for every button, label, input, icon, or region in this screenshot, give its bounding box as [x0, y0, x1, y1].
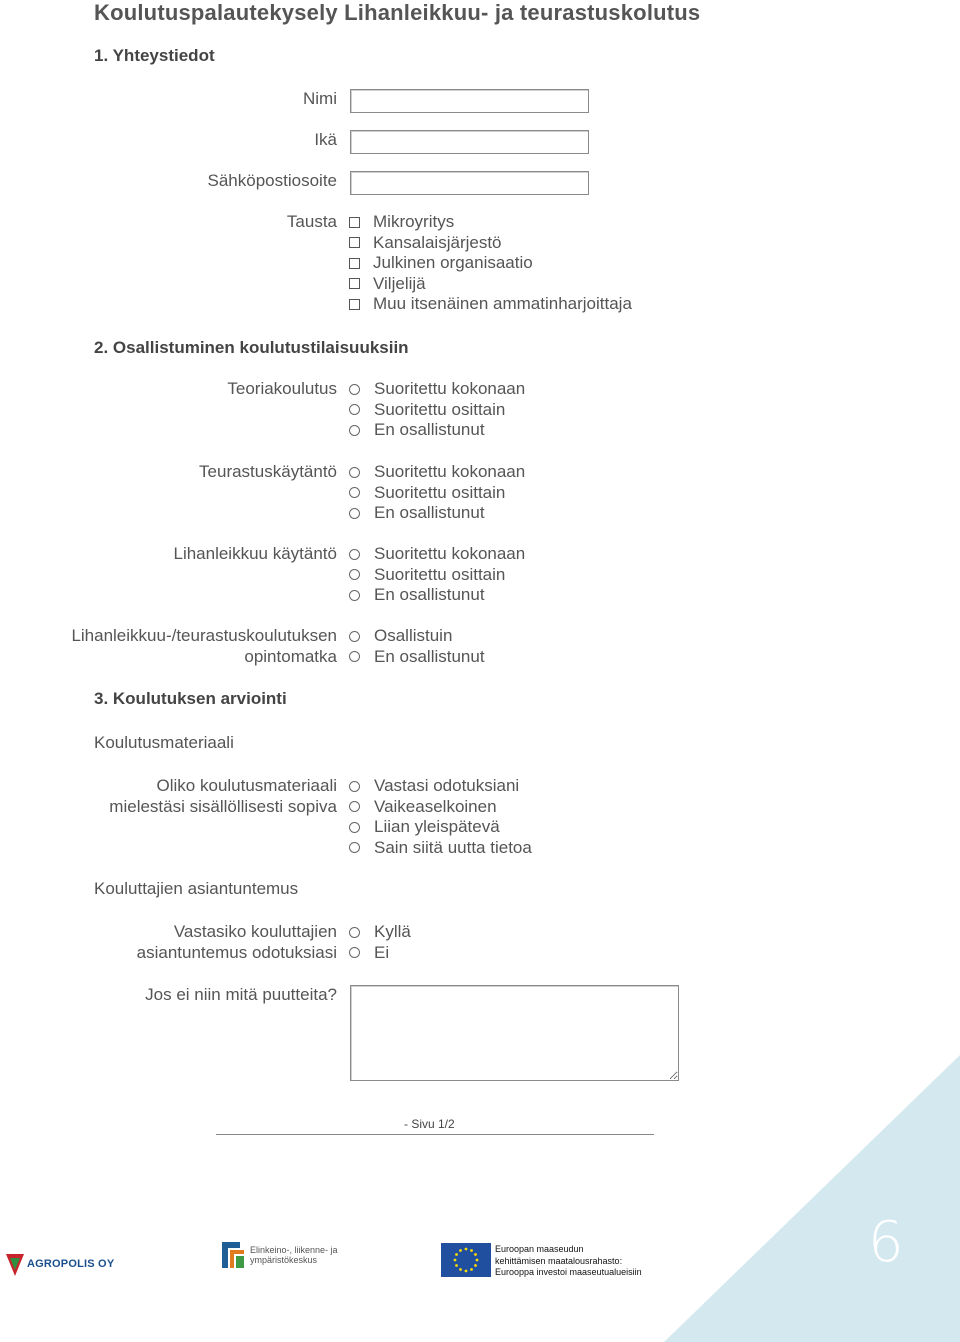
radio-option[interactable]: Sain siitä uutta tietoa [349, 838, 532, 859]
theory-label: Teoriakoulutus [227, 379, 337, 398]
study-trip-options [349, 626, 485, 667]
meat-cutting-practice-label: Lihanleikkuu käytäntö [173, 544, 337, 563]
checkbox[interactable] [349, 278, 360, 289]
checkbox[interactable] [349, 237, 360, 248]
radio-option[interactable]: Suoritettu kokonaan [349, 462, 525, 483]
page-indicator: - Sivu 1/2 [404, 1117, 455, 1131]
radio-button[interactable] [349, 425, 360, 436]
checkbox[interactable] [349, 258, 360, 269]
agropolis-logo: AGROPOLIS OY [6, 1252, 114, 1276]
radio-option[interactable]: Liian yleispätevä [349, 817, 532, 838]
theory-options [349, 379, 525, 441]
material-options [349, 776, 532, 858]
section-participation-heading: 2. Osallistuminen koulutustilaisuuksiin [94, 338, 409, 357]
radio-option[interactable]: Osallistuin [349, 626, 485, 647]
ely-logo: Elinkeino-, liikenne- ja ympäristökeskus [218, 1240, 340, 1270]
study-trip-label: Lihanleikkuu-/teurastuskoulutuksen opintomatka [71, 626, 337, 666]
name-label: Nimi [303, 89, 337, 108]
radio-button[interactable] [349, 508, 360, 519]
radio-button[interactable] [349, 842, 360, 853]
material-subheading: Koulutusmateriaali [94, 733, 234, 752]
email-input[interactable] [350, 171, 589, 195]
material-question-label: Oliko koulutusmateriaali mielestäsi sisällöllisesti sopiva [109, 776, 337, 816]
background-option[interactable]: Mikroyritys [349, 212, 632, 233]
slide-number: 6 [868, 1210, 904, 1275]
radio-button[interactable] [349, 947, 360, 958]
radio-option[interactable]: Ei [349, 943, 411, 964]
email-label: Sähköpostiosoite [207, 171, 337, 190]
radio-button[interactable] [349, 384, 360, 395]
checkbox[interactable] [349, 299, 360, 310]
missing-textarea[interactable] [350, 985, 679, 1081]
background-label: Tausta [286, 212, 337, 231]
radio-button[interactable] [349, 549, 360, 560]
background-options [349, 212, 632, 315]
slaughter-practice-options [349, 462, 525, 524]
radio-button[interactable] [349, 822, 360, 833]
background-option[interactable]: Julkinen organisaatio [349, 253, 632, 274]
radio-option[interactable]: Suoritettu osittain [349, 483, 525, 504]
radio-option[interactable]: Vaikeaselkoinen [349, 797, 532, 818]
radio-option[interactable]: Suoritettu kokonaan [349, 544, 525, 565]
expertise-question-label: Vastasiko kouluttajien asiantuntemus odotuksiasi [136, 922, 337, 962]
radio-button[interactable] [349, 651, 360, 662]
eu-logo: Euroopan maaseudun kehittämisen maatalousrahasto: Eurooppa investoi maaseutualueisiin [441, 1243, 642, 1279]
section-contact-heading: 1. Yhteystiedot [94, 46, 215, 65]
ely-emblem-icon [218, 1240, 246, 1270]
background-option[interactable]: Muu itsenäinen ammatinharjoittaja [349, 294, 632, 315]
radio-option[interactable]: En osallistunut [349, 647, 485, 668]
name-input[interactable] [350, 89, 589, 113]
radio-option[interactable]: Suoritettu osittain [349, 565, 525, 586]
radio-button[interactable] [349, 781, 360, 792]
eu-flag-icon [441, 1243, 491, 1277]
age-label: Ikä [314, 130, 337, 149]
radio-button[interactable] [349, 801, 360, 812]
radio-button[interactable] [349, 487, 360, 498]
radio-button[interactable] [349, 569, 360, 580]
radio-option[interactable]: Suoritettu osittain [349, 400, 525, 421]
radio-button[interactable] [349, 467, 360, 478]
radio-option[interactable]: Vastasi odotuksiani [349, 776, 532, 797]
agropolis-leaf-icon [6, 1252, 24, 1276]
page-divider [216, 1134, 654, 1135]
missing-label: Jos ei niin mitä puutteita? [145, 985, 337, 1004]
section-evaluation-heading: 3. Koulutuksen arviointi [94, 689, 287, 708]
radio-option[interactable]: En osallistunut [349, 585, 525, 606]
age-input[interactable] [350, 130, 589, 154]
checkbox[interactable] [349, 217, 360, 228]
radio-option[interactable]: En osallistunut [349, 503, 525, 524]
background-option[interactable]: Viljelijä [349, 274, 632, 295]
form-title: Koulutuspalautekysely Lihanleikkuu- ja teurastuskolutus [94, 0, 701, 25]
radio-button[interactable] [349, 404, 360, 415]
expertise-subheading: Kouluttajien asiantuntemus [94, 879, 299, 898]
radio-option[interactable]: Suoritettu kokonaan [349, 379, 525, 400]
meat-cutting-practice-options [349, 544, 525, 606]
radio-button[interactable] [349, 631, 360, 642]
expertise-options [349, 922, 411, 963]
radio-option[interactable]: En osallistunut [349, 420, 525, 441]
radio-option[interactable]: Kyllä [349, 922, 411, 943]
background-option[interactable]: Kansalaisjärjestö [349, 233, 632, 254]
radio-button[interactable] [349, 590, 360, 601]
radio-button[interactable] [349, 927, 360, 938]
slaughter-practice-label: Teurastuskäytäntö [199, 462, 337, 481]
